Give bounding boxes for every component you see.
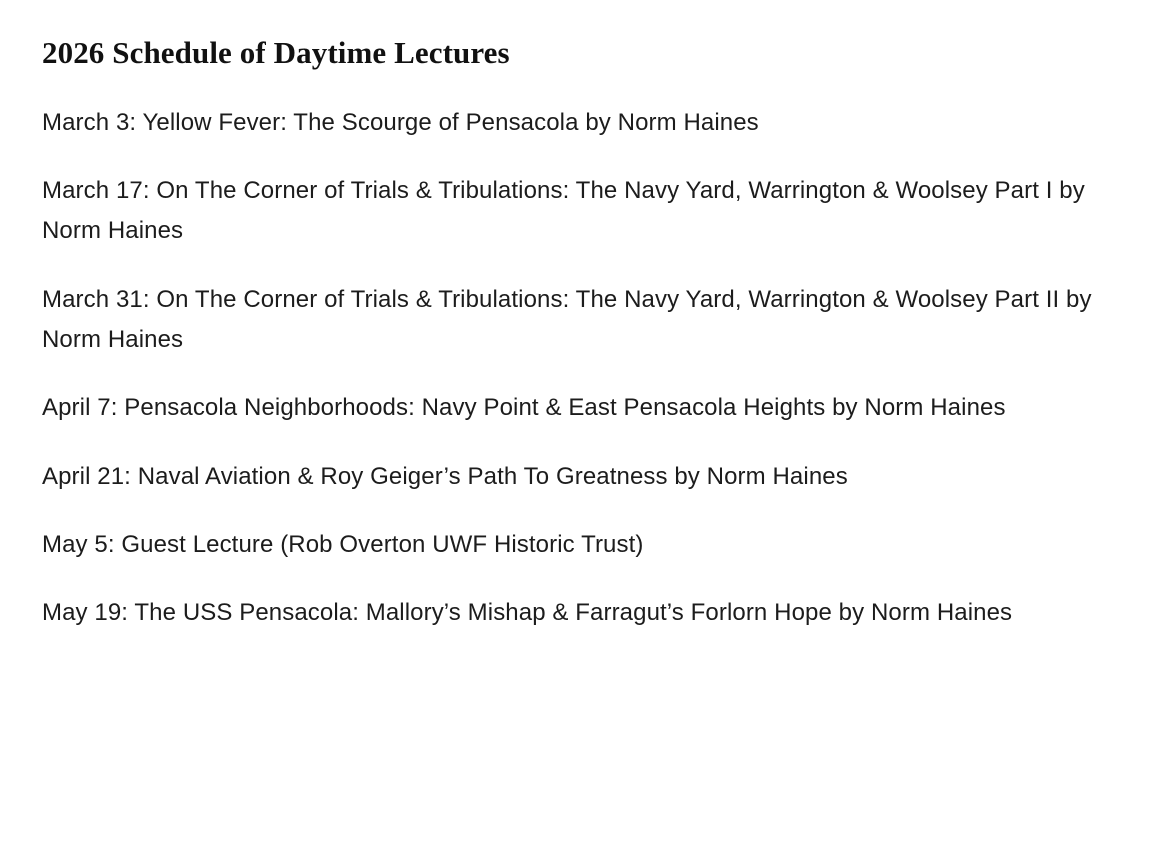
list-item: May 19: The USS Pensacola: Mallory’s Mishap & Farragut’s Forlorn Hope by Norm Haines [42,599,1013,627]
page-title: 2026 Schedule of Daytime Lectures [42,35,510,70]
list-item: May 5: Guest Lecture (Rob Overton UWF Historic Trust) [42,530,644,558]
list-item: April 21: Naval Aviation & Roy Geiger’s Path To Greatness by Norm Haines [42,462,848,490]
list-item: March 31: On The Corner of Trials & Tribulations: The Navy Yard, Warrington & Woolsey Part II by Norm Haines [42,285,1092,353]
list-item: April 7: Pensacola Neighborhoods: Navy Point & East Pensacola Heights by Norm Haines [42,394,1006,422]
lecture-schedule-list [42,103,1126,634]
list-item: March 17: On The Corner of Trials & Tribulations: The Navy Yard, Warrington & Woolsey Part I by Norm Haines [42,177,1085,245]
list-item: March 3: Yellow Fever: The Scourge of Pensacola by Norm Haines [42,108,759,136]
